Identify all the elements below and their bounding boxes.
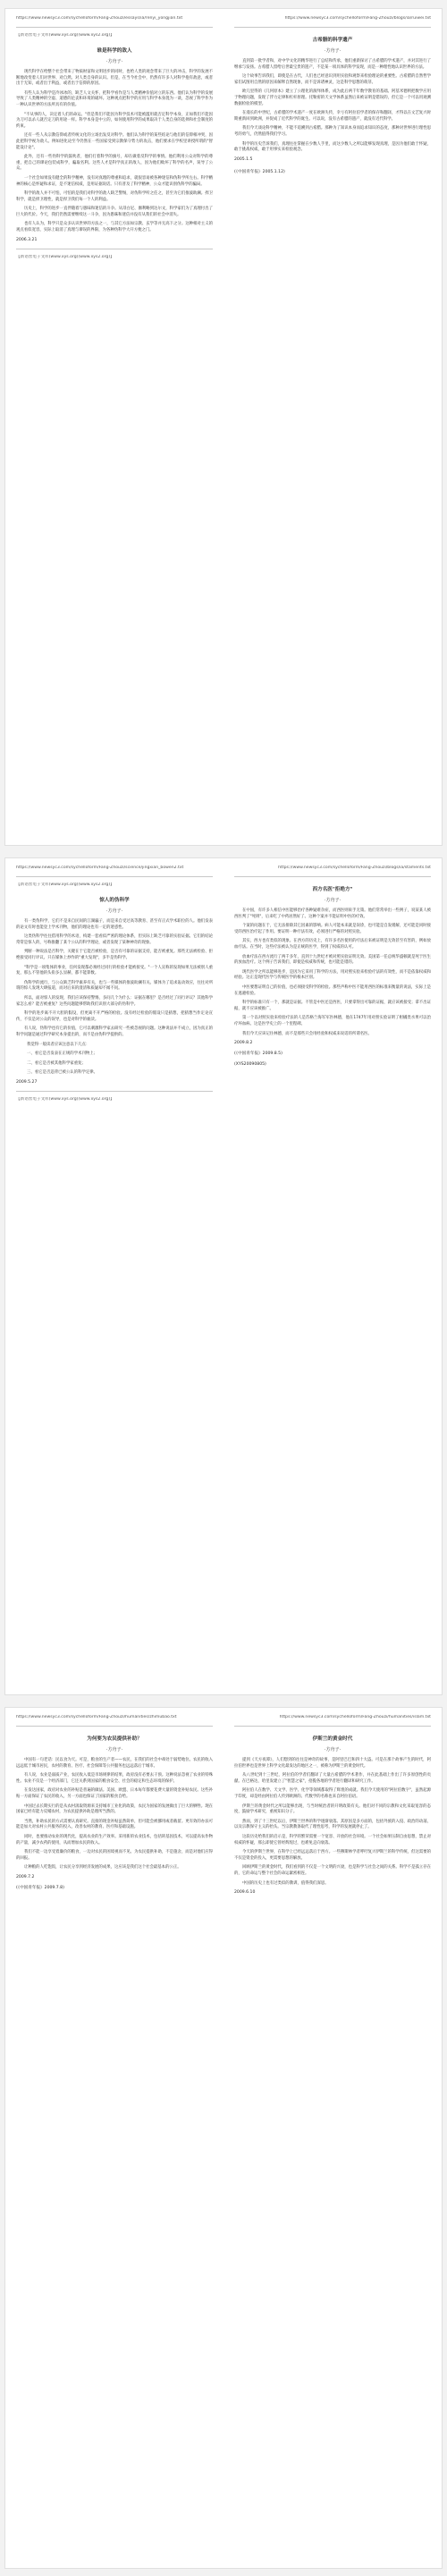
article-date: 2005.1.5 — [234, 156, 253, 162]
article-author: ·方舟子· — [324, 48, 342, 54]
article-date: 2009.8.2 — [234, 1041, 253, 1046]
paragraph: 现代医学之所以能够进步，是因为它采用了科学的方法，用对照实验来检验疗法的有效性，而不是依靠权威和经验。这正是现代医学与传统医学的根本区别。 — [234, 969, 431, 981]
paragraph: 然而，到了十三世纪以后，伊斯兰世界的科学逐渐衰落。其原因是多方面的，包括外族的入侵、政治的动荡，以及宗教保守主义的抬头。当宗教教条取代了理性思考，科学的发展就停止了。 — [234, 1819, 431, 1830]
paragraph: 判断一种说法是否科学，关键在于它能否被检验，是否有可靠的证据支持，能否被重复。那些无法被检验、拒绝接受同行评议、只在媒体上炒作的"重大发现"，多半是伪科学。 — [16, 950, 213, 960]
paragraph: 回顾伊斯兰的黄金时代，我们看到的不仅是一个文明的兴衰，也是科学与社会之间的关系。科学不是孤立存在的，它的命运与整个社会的命运紧密相连。 — [234, 1865, 431, 1876]
paragraph: 还有一些人从宗教信仰或者传统文化的立场出发反对科学。他们认为科学的某些结论与他们的信仰相冲突，因此把科学视为敌人。例如进化论至今仍然在一些国家受到宗教保守势力的攻击，他们要求在学校里讲授所谓的"智能设计论"。 — [16, 133, 213, 150]
paragraph: 一个社会如果没有健全的科学精神，没有对真理的尊重和追求，就很容易被各种迷信和伪科学所左右。科学精神的核心是怀疑和求证，是不迷信权威，是用证据说话。只有普及了科学精神，公众才能识别伪科学的骗局。 — [16, 175, 213, 187]
quote-list — [16, 1043, 213, 1077]
paragraph: 直到第一批学者和，对中学文化的精华进行了总结和传承，他们重新探讨了古希腊的学术遗产，并对其进行了继承与发扬。古希腊人留给后世最宝贵的遗产，不是某一项具体的科学发现，而是一种理性地认识世界的方法。 — [234, 59, 431, 70]
paragraph: "不从事的人，决定着人们的命运。"但是我们不能因为科学技术可能被滥用就否定科学本身，正如我们不能因为刀可以杀人就否定刀的用途一样。科学本身是中立的，如何使用科学的成果取决于人类自身的选择和社会制度的约束。 — [16, 112, 213, 129]
article-author: ·方舟子· — [105, 59, 123, 64]
column-right — [234, 16, 431, 175]
article-title: 为何要为农民提供补助？ — [87, 1736, 142, 1742]
paragraph: 这段历史给我们的启示是，科学的繁荣需要一个宽容、开放的社会环境。一个社会如果压制自由思想，禁止对权威的怀疑，那么即使它曾经辉煌过，也难免走向衰落。 — [234, 1834, 431, 1845]
paragraph: 我们不能一边享受着廉价的粮食，一边对农民的困境视而不见。为农民提供补助，不是施舍，而是对他们应得的回报。 — [16, 1850, 213, 1861]
paragraph: 有些人认为科学是冷冰冰的，缺乏人文关怀，把科学看作是与人类精神价值对立的东西。他们认为科学的发展导致了人类精神的空虚、道德的沦丧和环境的破坏。这种观点把科学的应用与科学本身混为一谈，忽视了科学作为一种认识世界的方法所具有的价值。 — [16, 90, 213, 107]
paragraph: 第一个以对照实验来检验疗法的人是苏格兰海军军医林德，他在1747年用对照实验证明了柑橘类水果可以治疗坏血病。这是医学史上的一个里程碑。 — [234, 1016, 431, 1026]
article-source: (《中国青年报》2009.7.8) — [16, 1885, 64, 1890]
paragraph: 有人说，伪科学也有它的价值，它可以刺激科学家去研究一些被忽视的问题。这种说法并不成立，因为真正的科学问题是通过科学研究本身提出的，而不是由伪科学提供的。 — [16, 1026, 213, 1037]
article-author: ·方舟子· — [324, 1747, 342, 1753]
article-date: 2009.7.2 — [16, 1874, 35, 1879]
article-title: 西方名医"拒绝方" — [312, 887, 353, 892]
paragraph: 此外，还有一些伪科学的鼓吹者，他们打着科学的旗号，却在做着反科学的事情。他们利用公众对科学的尊重，把自己的谬论包装成科学，骗取名利。这些人才是科学真正的敌人，因为他们败坏了科学的名声，误导了公众。 — [16, 155, 213, 172]
paragraph: 其实，西方也有类似的现象。在西方的历史上，有许多名医使用的疗法后来被证明是无效甚至有害的，例如放血疗法。在当时，这些疗法被认为是正统的医学，得到了权威的认可。 — [234, 939, 431, 950]
article-author: ·方舟子· — [105, 1747, 123, 1753]
list-item: 二、看它是否被其他科学家重复； — [27, 1060, 86, 1066]
archive-tag: 【新语丝电子文库(www.xys.org)(www.xys2.org)】 — [16, 33, 114, 38]
paragraph: 科学的历史告诉我们，真理往往掌握在少数人手里，而这少数人之所以能够发现真理，是因为他们敢于怀疑，敢于挑战权威，敢于用事实来检验观念。 — [234, 141, 431, 153]
paragraph: 中国过去长期实行的是从农村汲取资源来支持城市工业化的政策，农民为国家的发展做出了巨大的牺牲。现在国家已经有能力反哺农村，为农民提供补助是理所当然的。 — [16, 1803, 213, 1815]
paragraph: 也有人认为，科学只是众多认识世界的方法之一，与其它方法如宗教、玄学等并无高下之分。这种相对主义的观点看似宽容，实际上取消了真理与谬误的界限，为各种伪科学大开方便之门。 — [16, 222, 213, 233]
column-left — [16, 16, 213, 260]
source-url[interactable]: https://www.newsyc3.com/sychelloform/Fang-Zhouzi/essays/ia/renyi_yongjian.txt — [16, 16, 183, 21]
archive-tag: 【新语丝电子文库(www.xys.org)(www.xys2.org)】 — [16, 254, 114, 259]
paragraph: 伪科学的流行，与公众缺乏科学素养有关，也与一些媒体的推波助澜有关。媒体为了追求轰动效应，往往对所谓的惊人发现大肆报道，而对后来的澄清和质疑却不闻不问。 — [16, 980, 213, 992]
paragraph: 让种粮的人吃饱饭，让农民分享到经济发展的成果，这应该是我们这个社会最基本的公正。 — [24, 1865, 181, 1871]
paragraph: 中国有一句老话：民以食为天。可是，粮食的生产者——农民，在我们的社会中却处于弱势地位。农民的收入远远低于城市居民，农村的教育、医疗、社会保障等公共服务也远远落后于城市。 — [16, 1758, 213, 1769]
divider — [234, 1726, 431, 1727]
divider — [234, 876, 431, 877]
list-item: 我觉得一般读者应该注意以下几点： — [27, 1042, 90, 1047]
source-url[interactable]: https://www.newsyc3.com/sychelloform/Fang-Zhouzi/science/jingxian_bowen2.txt — [16, 866, 184, 870]
column-right — [234, 1715, 431, 1896]
divider — [16, 876, 213, 877]
paragraph: 阿拉伯人在数学、天文学、医学、化学等领域都取得了辉煌的成就。我们今天使用的"阿拉伯数字"，虽然起源于印度，却是经由阿拉伯人传到欧洲的。代数学的名称也来自阿拉伯语。 — [234, 1788, 431, 1799]
document-page-2 — [5, 858, 442, 1694]
article-date: 2009.5.27 — [16, 1079, 38, 1085]
paragraph: 历史上，科学的进步一直伴随着与愚昧和迷信的斗争。从哥白尼、伽利略到达尔文，科学家们为了真理付出了巨大的代价。今天，我们仍然需要继续这一斗争，因为愚昧和迷信并没有从我们的社会中消失。 — [16, 207, 213, 217]
list-item: 三、看它是否违背已被公认的科学定律。 — [27, 1070, 98, 1076]
article-title: 古希腊的科学遗产 — [312, 38, 353, 43]
paragraph: 我们今天应该记住林德，而不是那些只会用经验和权威来说话的所谓名医。 — [242, 1031, 372, 1036]
column-right — [234, 866, 431, 1068]
column-left — [16, 1715, 213, 1891]
divider — [16, 1091, 213, 1092]
paragraph: 有一类伪科学，它们不是来自民间的江湖骗子，而是来自受过高等教育、甚至有正式学术职位的人。他们发表的论文有时也能登上学术刊物，他们的理论也有一定的迷惑性。 — [16, 919, 213, 930]
paragraph: 在发达国家，政府对农业的补贴是普遍的做法。美国、欧盟、日本每年都要花费大量的资金补贴农民。这些补贴一方面保证了农民的收入，另一方面也保证了国家的粮食自给。 — [16, 1788, 213, 1799]
divider — [16, 27, 213, 28]
paragraph: 在中国，有许多人相信中医能够治疗各种疑难杂症，而西医则束手无策。他们常常举出一些例子，说某某人被西医判了"死刑"，后来吃了中药居然好了。这种个案并不能证明中医的疗效。 — [234, 908, 431, 919]
paragraph: 个案的问题在于，它无法排除其它因素的影响。病人可能本来就是误诊，也可能是自发缓解，还可能是同时接受的西医治疗起了作用。要证明一种疗法有效，必须进行严格的对照实验。 — [234, 924, 431, 934]
divider — [16, 1726, 213, 1727]
article-author: ·方舟子· — [105, 908, 123, 914]
paragraph: 当然，补助农民的方式需要认真研究。直接的现金补贴虽然简单，但可能会被挪用或者截留。更有效的办法可能是加大对农村公共服务的投入，改善农村的教育、医疗和基础设施。 — [16, 1819, 213, 1830]
paragraph: 从八世纪到十三世纪，阿拉伯的学者们翻译了大量古希腊的学术著作，并在此基础上作出了许多原创性的贡献。在巴格达，哈里发建立了"智慧之家"，招揽各地的学者进行翻译和研究工作。 — [234, 1773, 431, 1784]
source-url[interactable]: https://www.newsyc3.com/sychelloform/Fang-Zhouzi/blogs/ia/ruiwei.txt — [284, 16, 431, 21]
paragraph: 所以，面对惊人的发现，我们应该保持警惕，多问几个为什么：证据在哪里？是否经过了同行评议？其他科学家怎么看？能否被重复？这些问题能够帮助我们识别大部分的伪科学。 — [16, 995, 213, 1007]
article-author: ·方舟子· — [324, 898, 342, 903]
paragraph: 在漫长的中世纪，古希腊的学术遗产一度在欧洲失传，幸亏有阿拉伯学者的保存和翻译，才得以在文艺复兴时期重新回到欧洲，并促成了近代科学的诞生。可以说，没有古希腊的遗产，就没有近代科学。 — [234, 111, 431, 122]
article-date: 2006.3.21 — [16, 237, 38, 242]
article-source: (《中国青年报》2005.1.12) — [234, 169, 285, 174]
paragraph: 提到《天方夜谭》，人们想到的往往是神奇的故事，是阿里巴巴和四十大盗。可是在那个故事产生的时代，阿拉伯世界也是世界上科学文化最发达的地区之一，被称为伊斯兰的黄金时代。 — [234, 1758, 431, 1769]
article-title: 惊人的伪科学 — [99, 898, 130, 903]
paragraph: 科学的标准只有一个，那就是证据。不管是中医还是西医，只要拿得出可靠的证据，就应该被接受；拿不出证据，就不应该被推广。 — [234, 1001, 431, 1011]
paragraph: "科学是一项集体的事业，任何发现都必须经过同行的检验才能被接受。"一个人宣称的发现如果无法被别人重复，那么不管他的头衔多么显赫，都不能算数。 — [16, 965, 213, 976]
archive-tag: 【新语丝电子文库(www.xys.org)(www.xys2.org)】 — [16, 883, 114, 887]
source-url[interactable]: https://www.newsyc3.com/sychelloform/Fang-Zhouzi/blogs/ia/staments.txt — [278, 866, 431, 870]
list-item: 一、看它是否发表在正规的学术刊物上； — [27, 1052, 98, 1057]
document-page-1 — [5, 9, 442, 845]
paragraph: 同时，也要推动农业的现代化，提高农业的生产效率。采用新的农业技术，包括转基因技术，可以提高农作物的产量，减少农药的使用，从而增加农民的收入。 — [16, 1834, 213, 1845]
paragraph: 科学的进步离不开大胆的假设，但更离不开严格的检验。没有经过检验的假设只是猜想，把猜想当作定论宣传，不仅是对公众的误导，也是对科学的亵渎。 — [16, 1011, 213, 1022]
paragraph: 这个故事告诉我们，即使是在古代，人们也已经意识到用实验和观察来检验理论的重要性。古希腊的自然哲学家们试图用自然的原因来解释自然现象，而不是诉诸神灵，这是科学思想的萌芽。 — [234, 74, 431, 85]
article-title: 伊斯兰的黄金时代 — [312, 1736, 353, 1742]
paragraph: 欧几里得的《几何原本》建立了公理化的演绎体系，成为此后两千年数学教育的基础。阿基米德则把数学应用于物理问题，发现了浮力定律和杠杆原理。托勒密的天文学体系虽然后来被证明是错误的，但它是一个可以用观测数据检验的模型。 — [234, 89, 431, 106]
article-id: (XYS20090805) — [234, 1062, 266, 1068]
column-left — [16, 866, 213, 1102]
paragraph: 中国的历史上也有过类似的教训，值得我们深思。 — [242, 1880, 329, 1886]
article-source: (《中国青年报》2009.8.5) — [234, 1052, 283, 1057]
archive-tag: 【新语丝电子文库(www.xys.org)(www.xys2.org)】 — [16, 1096, 114, 1102]
source-url[interactable]: https://www.newsyc3.com/sychelloform/Fang-Zhouzi/humanities/zhimubao.txt — [16, 1715, 177, 1719]
paragraph: 放血疗法在西方流行了两千多年，直到十九世纪才被对照实验证明无效。美国第一任总统华盛顿就是死于医生的放血治疗。这个例子告诉我们，即使是权威和传统，也可能是错的。 — [234, 954, 431, 966]
paragraph: 伊斯兰的黄金时代之所以能够出现，与当时统治者的开明政策有关。他们对不同的宗教和文化采取宽容的态度，鼓励学术研究，重视知识分子。 — [234, 1803, 431, 1815]
divider — [234, 27, 431, 28]
paragraph: 现代科学在给整个社会带来了物质财富和文明进步的同时，也给人类的观念带来了巨大的冲击，科学的发展不断地改变着人们对世界、对自然、对人类自身的认识。但是，在当今社会中，仍然有许多人对科学抱有敌意，或者出于无知，或者出于利益，或者出于信仰的原因。 — [16, 70, 213, 87]
article-title: 谁是科学的敌人 — [97, 48, 132, 54]
paragraph: 今天的伊斯兰世界，在科学上已经远远落后于西方。一些穆斯林学者呼吁复兴伊斯兰的科学传统，但这需要的不仅是资金的投入，更需要思想的解放。 — [234, 1850, 431, 1861]
paragraph: 我们今天谈论科学精神，不能不追溯到古希腊。那种为了知识本身而追求知识的态度，那种对世界进行理性思考的勇气，仍然值得我们学习。 — [234, 126, 431, 137]
document-page-3 — [5, 1708, 442, 2568]
article-date: 2009.6.10 — [234, 1890, 256, 1896]
paragraph: 中医要想证明自己的价值，也必须接受科学的检验。那些声称中医不能用西医的标准来衡量的说法，实际上是在逃避检验。 — [234, 984, 431, 996]
source-url[interactable]: https://www.newsyc3.com/sychelloform/Fang-Zhouzi/humanities/islam.txt — [279, 1715, 431, 1719]
paragraph: 有人说，农业是弱质产业，农民收入低是市场规律的结果，政府没有必要去干预。这种说法忽视了农业的特殊性。农业不仅是一个经济部门，它还关系到国家的粮食安全、社会的稳定和生态环境的保护。 — [16, 1773, 213, 1784]
paragraph: 这类伪科学往往借用科学的术语，构建一套看似严密的理论体系，但实际上缺乏可靠的实验证据。它们的结论常常是惊人的，号称推翻了某个公认的科学理论，或者发现了某种神奇的现象。 — [16, 934, 213, 945]
paragraph: 科学的敌人并不可怕，可怕的是我们对科学的敌人缺乏警惕，对伪科学听之任之，甚至为它们推波助澜。捍卫科学，就是捍卫理性，就是捍卫我们每一个人的利益。 — [16, 191, 213, 202]
